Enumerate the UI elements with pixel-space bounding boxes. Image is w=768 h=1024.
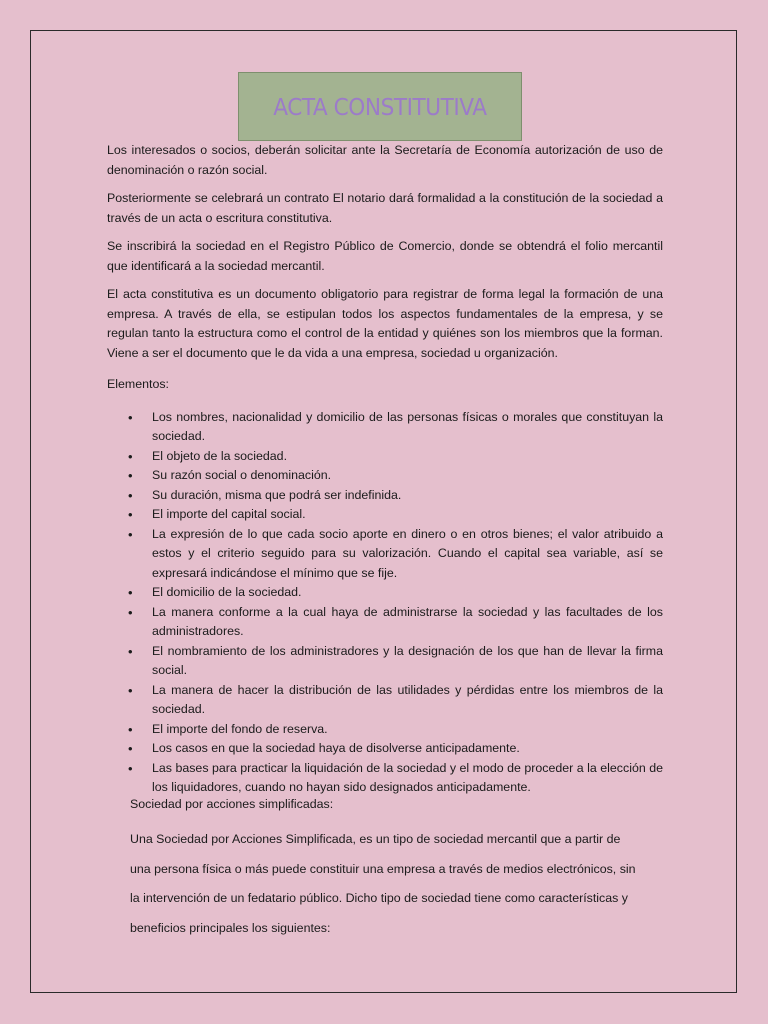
sas-line: Una Sociedad por Acciones Simplificada, es un tipo de sociedad mercantil que a partir de [130, 832, 621, 846]
list-item: • La expresión de lo que cada socio aporte en dinero o en otros bienes; el valor atribuido a estos y el criterio seguido para su valorización. Cuando el capital sea variable, así se expresará indicándose el mínimo que se fije. [107, 525, 663, 584]
list-item: • El domicilio de la sociedad. [107, 583, 663, 603]
list-item: • Los casos en que la sociedad haya de disolverse anticipadamente. [107, 739, 663, 759]
paragraph-4: El acta constitutiva es un documento obligatorio para registrar de forma legal la formación de una empresa. A través de ella, se estipulan todos los aspectos fundamentales de la empresa, y se regulan tanto la estructura como el control de la entidad y quiénes son los miembros que la forman. Viene a ser el documento que le da vida a una empresa, sociedad u organización. [107, 287, 663, 360]
elements-list [107, 408, 663, 798]
title-box [238, 72, 522, 141]
paragraph-2: Posteriormente se celebrará un contrato El notario dará formalidad a la constitución de la sociedad a través de un acta o escritura constitutiva. [107, 191, 663, 225]
sas-section [130, 792, 660, 943]
list-item: • La manera conforme a la cual haya de administrarse la sociedad y las facultades de los administradores. [107, 603, 663, 642]
list-item: • La manera de hacer la distribución de las utilidades y pérdidas entre los miembros de la sociedad. [107, 681, 663, 720]
sas-heading: Sociedad por acciones simplificadas: [130, 797, 334, 811]
sas-line: una persona física o más puede constituir una empresa a través de medios electrónicos, sin [130, 861, 636, 876]
document-body [107, 141, 663, 798]
list-item: • El objeto de la sociedad. [107, 447, 663, 467]
list-item: • Su razón social o denominación. [107, 466, 663, 486]
list-item: • Los nombres, nacionalidad y domicilio de las personas físicas o morales que constituyan la sociedad. [107, 408, 663, 447]
list-item: • El importe del fondo de reserva. [107, 720, 663, 740]
list-item: • Las bases para practicar la liquidación de la sociedad y el modo de proceder a la elección de los liquidadores, cuando no hayan sido designados anticipadamente. [107, 759, 663, 798]
elements-label: Elementos: [107, 377, 169, 391]
list-item: • Su duración, misma que podrá ser indefinida. [107, 486, 663, 506]
sas-line: beneficios principales los siguientes: [130, 920, 331, 935]
list-item: • El importe del capital social. [107, 505, 663, 525]
list-item: • El nombramiento de los administradores y la designación de los que han de llevar la firma social. [107, 642, 663, 681]
paragraph-3: Se inscribirá la sociedad en el Registro Público de Comercio, donde se obtendrá el folio mercantil que identificará a la sociedad mercantil. [107, 239, 663, 273]
document-title: ACTA CONSTITUTIVA [273, 92, 487, 121]
paragraph-1: Los interesados o socios, deberán solicitar ante la Secretaría de Economía autorización de uso de denominación o razón social. [107, 143, 663, 177]
sas-line: la intervención de un fedatario público. Dicho tipo de sociedad tiene como características y [130, 891, 628, 905]
